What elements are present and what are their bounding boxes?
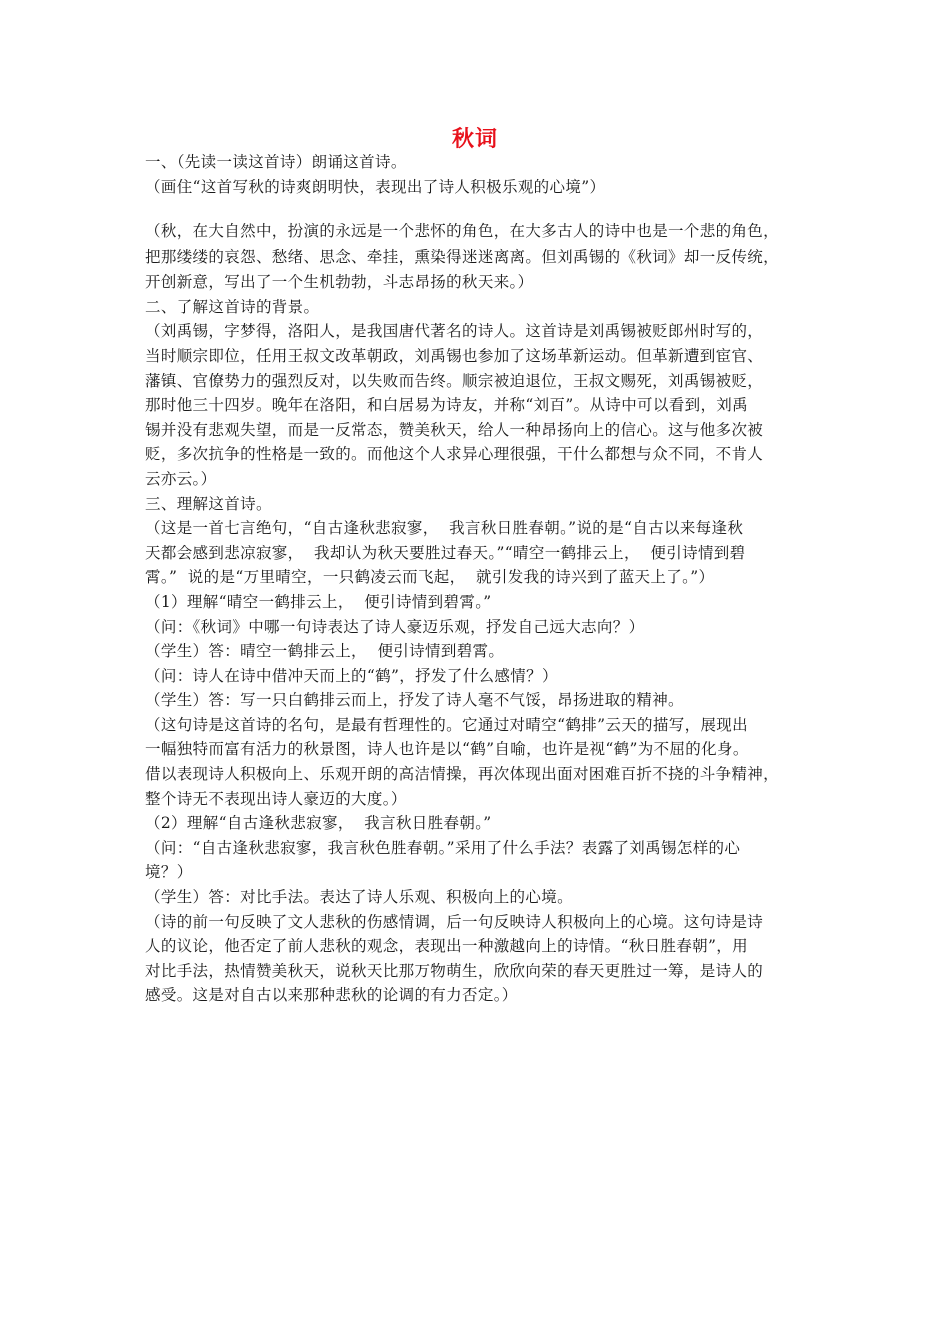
section-heading: 三、理解这首诗。 <box>145 494 272 513</box>
text-line: 贬，多次抗争的性格是一致的。而他这个人求异心理很强，干什么都想与众不同，不肯人 <box>145 445 764 464</box>
text-line: 当时顺宗即位，任用王叔文改革朝政，刘禹锡也参加了这场革新运动。但革新遭到宦官、 <box>145 346 764 365</box>
text-line: （问：“自古逢秋悲寂寥，我言秋色胜春朝。”采用了什么手法？表露了刘禹锡怎样的心 <box>145 838 741 857</box>
text-line: 一幅独特而富有活力的秋景图，诗人也许是以“鹤”自喻，也许是视“鹤”为不屈的化身。 <box>145 740 749 759</box>
text-line: 一、（先读一读这首诗）朗诵这首诗。 <box>145 153 407 171</box>
text-line: （诗的前一句反映了文人悲秋的伤感情调，后一句反映诗人积极向上的心境。这句诗是诗 <box>145 912 764 931</box>
text-line: （学生）答：对比手法。表达了诗人乐观、积极向上的心境。 <box>145 888 573 907</box>
text-line: （秋，在大自然中，扮演的永远是一个悲怀的角色，在大多古人的诗中也是一个悲的角色， <box>145 222 780 241</box>
text-line: （1）理解“晴空一鹤排云上， 便引诗情到碧霄。” <box>145 592 492 611</box>
text-line: 那时他三十四岁。晚年在洛阳，和白居易为诗友，并称“刘百”。从诗中可以看到，刘禹 <box>145 396 749 415</box>
text-line: 整个诗无不表现出诗人豪迈的大度。） <box>145 789 407 808</box>
text-line: 境？） <box>145 863 193 882</box>
text-line: （学生）答：写一只白鹤排云而上，抒发了诗人毫不气馁，昂扬进取的精神。 <box>145 691 684 710</box>
text-line: 借以表现诗人积极向上、乐观开朗的高洁情操，再次体现出面对困难百折不挠的斗争精神， <box>145 765 780 784</box>
text-line: （这句诗是这首诗的名句，是最有哲理性的。它通过对晴空“鹤排”云天的描写，展现出 <box>145 715 749 734</box>
text-line: （问：《秋词》中哪一句诗表达了诗人豪迈乐观，抒发自己远大志向？） <box>145 617 645 636</box>
text-line: 开创新意，写出了一个生机勃勃，斗志昂扬的秋天来。） <box>145 273 534 292</box>
text-line: （画住“这首写秋的诗爽朗明快，表现出了诗人积极乐观的心境”） <box>145 177 606 196</box>
text-line: 人的议论，他否定了前人悲秋的观念，表现出一种激越向上的诗情。“秋日胜春朝”，用 <box>145 937 749 956</box>
text-line: 霄。” 说的是“万里晴空，一只鹤凌云而飞起， 就引发我的诗兴到了蓝天上了。”） <box>145 568 715 587</box>
text-line: 藩镇、官僚势力的强烈反对，以失败而告终。顺宗被迫退位，王叔文赐死，刘禹锡被贬， <box>145 371 764 390</box>
section-heading: 二、了解这首诗的背景。 <box>145 297 320 316</box>
text-line: （问：诗人在诗中借冲天而上的“鹤”，抒发了什么感情？） <box>145 666 558 685</box>
text-line: （2）理解“自古逢秋悲寂寥， 我言秋日胜春朝。” <box>145 814 492 833</box>
text-line: 感受。这是对自古以来那种悲秋的论调的有力否定。） <box>145 986 518 1005</box>
text-line: 对比手法，热情赞美秋天，说秋天比那万物萌生，欣欣向荣的春天更胜过一筹，是诗人的 <box>145 961 764 980</box>
text-line: （这是一首七言绝句，“自古逢秋悲寂寥， 我言秋日胜春朝。”说的是“自古以来每逢秋 <box>145 519 744 538</box>
document-title: 秋词 <box>451 127 498 152</box>
text-line: 云亦云。） <box>145 469 217 488</box>
document-body <box>145 150 815 1008</box>
text-line: 把那缕缕的哀怨、愁绪、思念、牵挂，熏染得迷迷离离。但刘禹锡的《秋词》却一反传统， <box>145 248 780 267</box>
text-line: 锡并没有悲观失望，而是一反常态，赞美秋天，给人一种昂扬向上的信心。这与他多次被 <box>145 420 764 439</box>
text-line: （刘禹锡，字梦得，洛阳人，是我国唐代著名的诗人。这首诗是刘禹锡被贬郎州时写的， <box>145 322 764 341</box>
text-line: 天都会感到悲凉寂寥， 我却认为秋天要胜过春天。”“晴空一鹤排云上， 便引诗情到碧 <box>145 543 746 562</box>
text-line: （学生）答：晴空一鹤排云上， 便引诗情到碧霄。 <box>145 642 505 661</box>
